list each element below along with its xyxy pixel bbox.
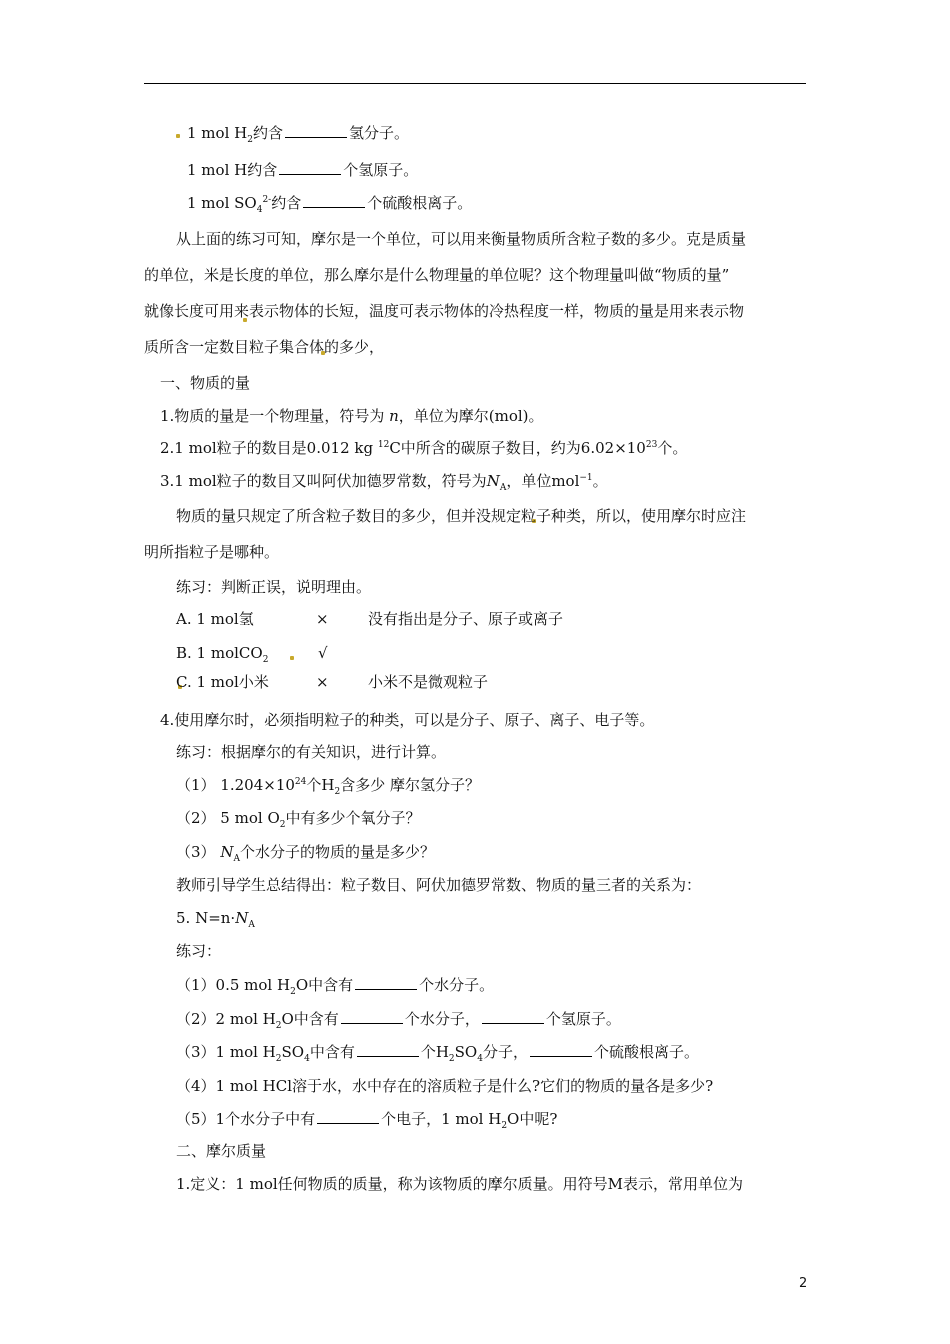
definition-line: 1.定义：1 mol任何物质的质量，称为该物质的摩尔质量。用符号M表示，常用单位为 [176, 1175, 744, 1193]
note-line: 物质的量只规定了所含粒子数目的多少，但并没规定粒子种类，所以，使用摩尔时应注 [176, 507, 747, 525]
section-title: 一、物质的量 [160, 374, 251, 392]
exercise2-3: （3）1 mol $H_2SO_4$中含有 个$H_2SO_4$分子， 个硫酸根离子。 [176, 1043, 699, 1064]
intro-line: 质所含一定数目粒子集合体的多少， [144, 338, 385, 356]
marker-dot [176, 134, 180, 138]
item-5: 5. $N=n\cdot N_A$ [176, 909, 255, 930]
blank [279, 160, 341, 175]
blank [317, 1109, 379, 1124]
exercise2-title: 练习： [176, 942, 222, 960]
blank [357, 1042, 419, 1057]
exercise2-2: （2）2 mol $H_2O$中含有 个水分子， 个氢原子。 [176, 1010, 621, 1031]
exercise-a: A. 1 mol氢 × 没有指出是分子、原子或离子 [176, 610, 564, 628]
item-1: 1.物质的量是一个物理量，符号为 n，单位为摩尔(mol)。 [160, 407, 544, 425]
blank [341, 1009, 403, 1024]
exercise2-4: （4）1 mol HCl溶于水，水中存在的溶质粒子是什么?它们的物质的量各是多少? [176, 1077, 714, 1095]
exercise-title: 练习：判断正误，说明理由。 [176, 578, 372, 596]
item-4: 4.使用摩尔时，必须指明粒子的种类，可以是分子、原子、离子、电子等。 [160, 711, 655, 729]
calc-1: （1） $1.204\times 10^{24}$个$H_2$含多少 摩尔氢分子？ [176, 776, 480, 797]
calc-2: （2） 5 mol $O_2$中有多少个氧分子？ [176, 809, 421, 830]
calc-title: 练习：根据摩尔的有关知识，进行计算。 [176, 743, 447, 761]
exercise-line-1: 1 mol $H_2$约含 氢分子。 [187, 124, 409, 145]
intro-line: 从上面的练习可知，摩尔是一个单位，可以用来衡量物质所含粒子数的多少。克是质量 [176, 230, 747, 248]
blank [285, 123, 347, 138]
page-number: 2 [799, 1276, 808, 1291]
header-rule [144, 83, 806, 84]
exercise-b: B. 1 molCO$_2$ √ [176, 644, 328, 665]
intro-line: 就像长度可用来表示物体的长短，温度可表示物体的冷热程度一样，物质的量是用来表示物 [144, 302, 745, 320]
intro-line: 的单位，米是长度的单位，那么摩尔是什么物理量的单位呢？这个物理量叫做“物质的量” [144, 266, 730, 284]
blank [303, 193, 365, 208]
summary-line: 教师引导学生总结得出：粒子数目、阿伏加德罗常数、物质的量三者的关系为： [176, 876, 702, 894]
item-2: 2.1 mol粒子的数目是0.012 kg $^{12}$C中所含的碳原子数目，约为$6.02\times 10^{23}$个。 [160, 439, 688, 457]
section-title: 二、摩尔质量 [176, 1142, 267, 1160]
exercise-c: C. 1 mol小米 × 小米不是微观粒子 [176, 673, 489, 691]
blank [530, 1042, 592, 1057]
item-3: 3.1 mol粒子的数目又叫阿伏加德罗常数，符号为$N_A$，单位mol$^{-1}$。 [160, 472, 608, 493]
exercise2-5: （5）1个水分子中有 个电子，1 mol $H_2O$中呢? [176, 1110, 558, 1131]
exercise-line-3: 1 mol $SO_4^{2-}$约含 个硫酸根离子。 [187, 194, 473, 215]
blank [355, 975, 417, 990]
blank [482, 1009, 544, 1024]
exercise2-1: （1）0.5 mol $H_2O$中含有 个水分子。 [176, 976, 495, 997]
calc-3: （3） $N_A$个水分子的物质的量是多少？ [176, 843, 435, 864]
note-line: 明所指粒子是哪种。 [144, 543, 280, 561]
exercise-line-2: 1 mol H约含 个氢原子。 [187, 161, 419, 179]
